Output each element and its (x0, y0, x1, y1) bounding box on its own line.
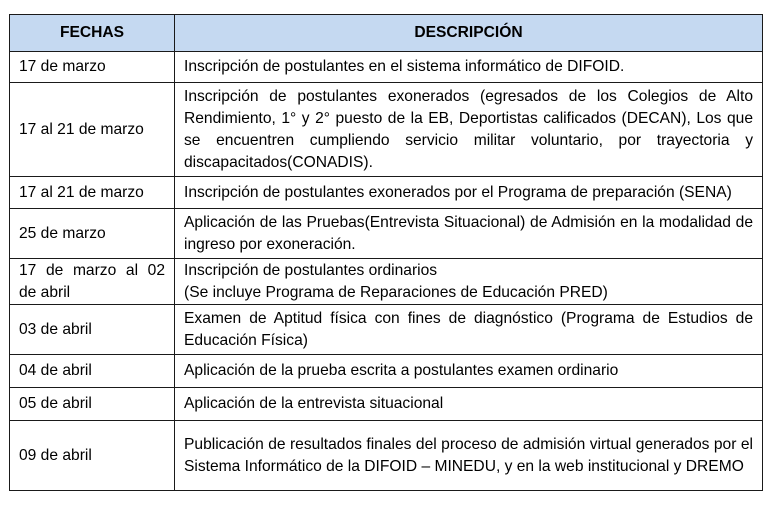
row-date: 09 de abril (10, 421, 175, 491)
table-row (10, 83, 763, 177)
row-description-line-1: Inscripción de postulantes ordinarios (184, 261, 438, 279)
table-row (10, 421, 763, 491)
row-description: Inscripción de postulantes exonerados por el Programa de preparación (SENA) (175, 177, 763, 209)
row-date: 05 de abril (10, 388, 175, 421)
row-description: Aplicación de la prueba escrita a postulantes examen ordinario (175, 355, 763, 388)
row-description: Inscripción de postulantes en el sistema informático de DIFOID. (175, 52, 763, 83)
row-description (175, 259, 763, 305)
table-row (10, 209, 763, 259)
row-date: 03 de abril (10, 305, 175, 355)
table-row (10, 177, 763, 209)
header-descripcion: DESCRIPCIÓN (175, 15, 763, 52)
row-date: 25 de marzo (10, 209, 175, 259)
row-date: 17 al 21 de marzo (10, 83, 175, 177)
row-date: 17 de marzo (10, 52, 175, 83)
row-date: 17 de marzo al 02 de abril (10, 259, 175, 305)
row-description: Aplicación de las Pruebas(Entrevista Situacional) de Admisión en la modalidad de ingreso por exoneración. (175, 209, 763, 259)
row-date: 17 al 21 de marzo (10, 177, 175, 209)
header-fechas: FECHAS (10, 15, 175, 52)
table-row (10, 355, 763, 388)
row-description: Inscripción de postulantes exonerados (egresados de los Colegios de Alto Rendimiento, 1° y 2° puesto de la EB, Deportistas calificados (DECAN), Los que se encuentren cumpliendo servicio militar voluntario, por trayectoria y discapacitados(CONADIS). (175, 83, 763, 177)
table-row (10, 52, 763, 83)
row-description: Examen de Aptitud física con fines de diagnóstico (Programa de Estudios de Educación Física) (175, 305, 763, 355)
row-description-line-2: (Se incluye Programa de Reparaciones de Educación PRED) (184, 283, 608, 301)
table-row (10, 305, 763, 355)
row-date: 04 de abril (10, 355, 175, 388)
table-row (10, 388, 763, 421)
table-header-row (10, 15, 763, 52)
table-row (10, 259, 763, 305)
admission-schedule-table (9, 14, 763, 491)
row-description: Publicación de resultados finales del proceso de admisión virtual generados por el Sistema Informático de la DIFOID – MINEDU, y en la web institucional y DREMO (175, 421, 763, 491)
row-description: Aplicación de la entrevista situacional (175, 388, 763, 421)
